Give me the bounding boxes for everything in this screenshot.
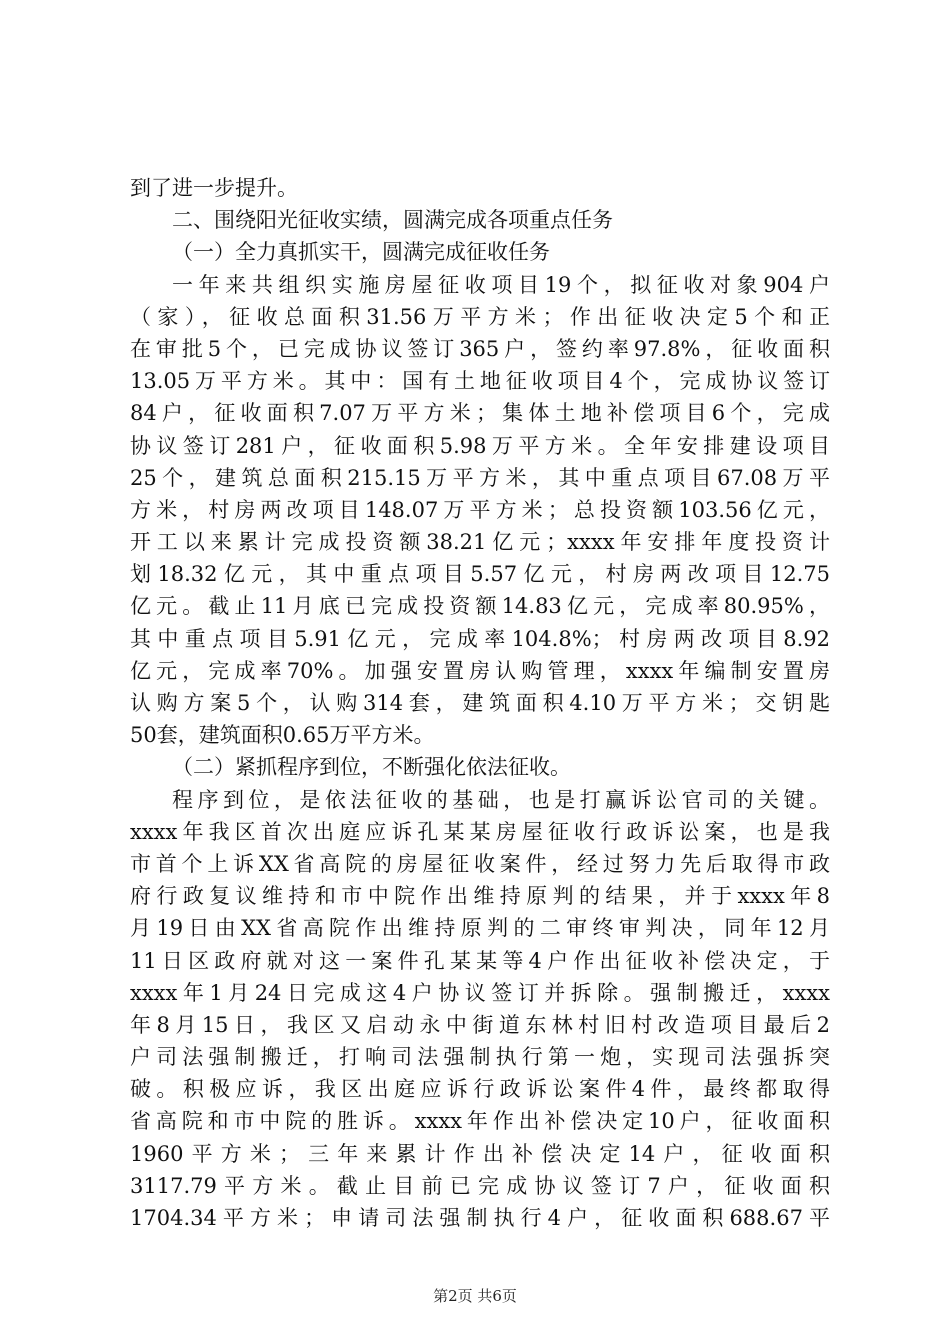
text-line: （家），征收总面积31.56万平方米；作出征收决定5个和正 [130, 304, 830, 329]
text-line: 开工以来累计完成投资额38.21亿元；xxxx年安排年度投资计 [130, 530, 830, 555]
text-line: 亿元，完成率70%。加强安置房认购管理，xxxx年编制安置房 [130, 658, 830, 683]
text-line: 亿元。截止11月底已完成投资额14.83亿元，完成率80.95%， [130, 594, 830, 619]
text-line: 程序到位，是依法征收的基础，也是打赢诉讼官司的关键。 [172, 787, 830, 812]
text-line: 认购方案5个，认购314套，建筑面积4.10万平方米；交钥匙 [130, 691, 830, 715]
text-line: 年8月15日，我区又启动永中街道东林村旧村改造项目最后2 [130, 1012, 830, 1037]
text-line: 到了进一步提升。 [130, 176, 298, 200]
text-line: 府行政复议维持和市中院作出维持原判的结果，并于xxxx年8 [130, 884, 830, 909]
text-line: （二）紧抓程序到位，不断强化依法征收。 [172, 755, 571, 780]
text-line: 3117.79平方米。截止目前已完成协议签订7户，征收面积 [130, 1173, 830, 1198]
text-line: 方米，村房两改项目148.07万平方米；总投资额103.56亿元， [130, 497, 830, 522]
text-line: 13.05万平方米。其中：国有土地征收项目4个，完成协议签订 [130, 369, 830, 394]
text-line: 1704.34平方米；申请司法强制执行4户，征收面积688.67平 [130, 1206, 830, 1230]
text-line: 省高院和市中院的胜诉。xxxx年作出补偿决定10户，征收面积 [130, 1109, 830, 1134]
document-body [130, 172, 830, 1234]
text-line: 一年来共组织实施房屋征收项目19个，拟征收对象904户 [172, 272, 830, 297]
page-footer: 第2页 共6页 [433, 1287, 517, 1305]
text-line: 协议签订281户，征收面积5.98万平方米。全年安排建设项目 [130, 433, 830, 458]
text-line: xxxx年1月24日完成这4户协议签订并拆除。强制搬迁，xxxx [130, 980, 830, 1005]
text-line: xxxx年我区首次出庭应诉孔某某房屋征收行政诉讼案，也是我 [130, 819, 830, 844]
text-line: 11日区政府就对这一案件孔某某等4户作出征收补偿决定，于 [130, 948, 830, 973]
text-line: 25个，建筑总面积215.15万平方米，其中重点项目67.08万平 [130, 465, 830, 490]
text-line: 市首个上诉XX省高院的房屋征收案件，经过努力先后取得市政 [130, 851, 830, 876]
text-line: （一）全力真抓实干，圆满完成征收任务 [172, 240, 550, 265]
text-line: 二、围绕阳光征收实绩，圆满完成各项重点任务 [172, 208, 613, 233]
text-line: 50套，建筑面积0.65万平方米。 [130, 723, 435, 748]
text-line: 1960平方米；三年来累计作出补偿决定14户，征收面积 [130, 1141, 830, 1166]
text-line: 在审批5个，已完成协议签订365户，签约率97.8%，征收面积 [130, 336, 830, 361]
text-line: 其中重点项目5.91亿元，完成率104.8%；村房两改项目8.92 [130, 626, 830, 651]
text-line: 破。积极应诉，我区出庭应诉行政诉讼案件4件，最终都取得 [130, 1077, 830, 1102]
text-line: 户司法强制搬迁，打响司法强制执行第一炮，实现司法强拆突 [130, 1045, 830, 1070]
text-line: 月19日由XX省高院作出维持原判的二审终审判决，同年12月 [130, 916, 830, 941]
text-line: 84户，征收面积7.07万平方米；集体土地补偿项目6个，完成 [130, 401, 830, 426]
text-line: 划18.32亿元，其中重点项目5.57亿元，村房两改项目12.75 [130, 562, 830, 587]
